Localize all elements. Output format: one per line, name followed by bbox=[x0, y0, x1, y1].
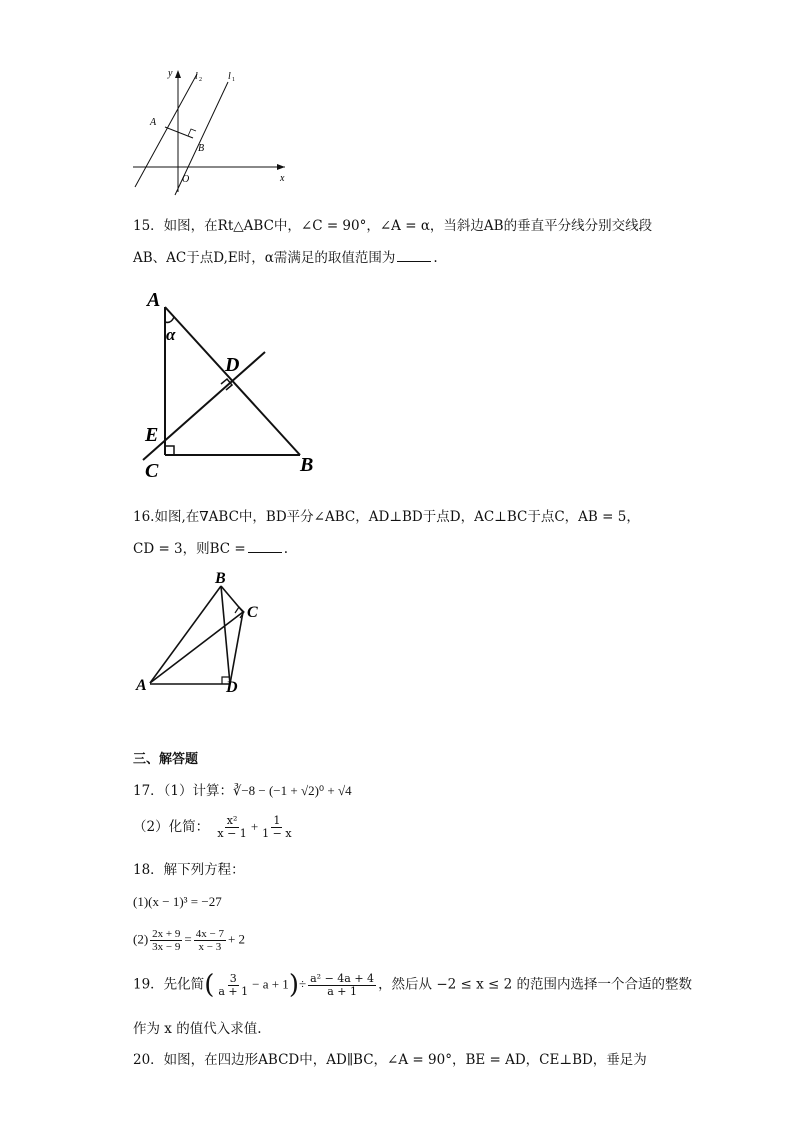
q19-fraction-a bbox=[216, 973, 250, 998]
figure-14-lines-diagram bbox=[125, 62, 300, 197]
q19-paren-close: ) bbox=[288, 970, 299, 1000]
q17-frac2-num: 1 bbox=[273, 814, 281, 827]
fig16-label-D: D bbox=[226, 679, 238, 696]
fig15-label-A: A bbox=[147, 289, 161, 311]
q18-title-line bbox=[133, 858, 245, 878]
q15-line-1 bbox=[133, 214, 652, 234]
q15-text-2-end: . bbox=[433, 250, 438, 266]
q19-text-2: 作为 x 的值代入求值. bbox=[133, 1021, 262, 1037]
q18-eq2-fraction-2 bbox=[194, 928, 226, 953]
q17-part-1 bbox=[133, 779, 352, 799]
q18-eq2-equals: = bbox=[184, 931, 192, 947]
q16-text-1: 16.如图,在∇ABC中，BD平分∠ABC，AD⊥BD于点D，AC⊥BC于点C，AB = 5， bbox=[133, 509, 640, 525]
q15-text-1: 15．如图，在Rt△ABC中，∠C = 90°，∠A = α，当斜边AB的垂直平分线分别交线段 bbox=[133, 218, 653, 234]
q17-fraction-2 bbox=[260, 815, 293, 840]
q17-part1-expr: ∛−8 − (−1 + √2)⁰ + √4 bbox=[233, 783, 352, 798]
fig15-label-B: B bbox=[300, 454, 314, 476]
fig15-label-C: C bbox=[145, 460, 159, 482]
q18-eq2-fraction-1 bbox=[150, 928, 182, 953]
q19-frac-b-den: a + 1 bbox=[327, 984, 357, 998]
q18-eq1: (1)(x − 1)³ = −27 bbox=[133, 894, 222, 909]
fig14-label-l1-sub: 1 bbox=[232, 77, 235, 83]
q16-line-2 bbox=[133, 537, 288, 557]
q17-part-2 bbox=[133, 815, 296, 840]
q16-line-1 bbox=[133, 505, 640, 525]
q19-suffix: ，然后从 −2 ≤ x ≤ 2 的范围内选择一个合适的整数 bbox=[378, 976, 693, 993]
q19-inner-tail: − a + 1 bbox=[252, 976, 289, 992]
q17-plus: + bbox=[250, 819, 259, 834]
q17-frac1-den: x − 1 bbox=[217, 827, 247, 840]
q18-eq2-frac2-num: 4x − 7 bbox=[195, 928, 224, 940]
fig14-label-l2: l bbox=[195, 71, 198, 82]
q17-frac2-den: 1 − x bbox=[262, 827, 292, 840]
fig14-label-A: A bbox=[150, 117, 157, 128]
q19-paren-open: ( bbox=[204, 970, 215, 1000]
q18-eq2-tail: + 2 bbox=[227, 931, 246, 947]
fig16-label-A: A bbox=[136, 677, 147, 694]
q16-answer-blank[interactable] bbox=[248, 540, 282, 553]
figure-15-triangle bbox=[135, 282, 335, 482]
q20-text-1: 20．如图，在四边形ABCD中，AD∥BC，∠A = 90°，BE = AD，CE⊥BD，垂足为 bbox=[133, 1052, 647, 1068]
fig14-label-O: O bbox=[182, 174, 190, 185]
q18-title: 18．解下列方程： bbox=[133, 862, 245, 878]
fig14-label-y: y bbox=[168, 68, 173, 79]
q17-part1-prefix: 17．（1）计算： bbox=[133, 783, 234, 799]
section-3-title: 三、解答题 bbox=[133, 752, 199, 767]
q19-frac-a-den: a + 1 bbox=[218, 984, 249, 998]
q18-eq2-prefix: (2) bbox=[133, 931, 149, 947]
q18-equation-2 bbox=[133, 928, 245, 953]
fig14-label-l2-sub: 2 bbox=[199, 77, 202, 83]
q17-part2-prefix: （2）化简： bbox=[133, 819, 210, 835]
q19-fraction-b bbox=[308, 973, 376, 998]
section-3-heading bbox=[133, 748, 198, 767]
q19-frac-b-num: a² − 4a + 4 bbox=[310, 971, 375, 985]
fig14-label-l1: l bbox=[228, 71, 231, 82]
q15-answer-blank[interactable] bbox=[397, 249, 431, 262]
q18-eq2-frac2-den: x − 3 bbox=[198, 941, 222, 953]
q18-equation-1 bbox=[133, 894, 222, 910]
q19-line-1 bbox=[133, 970, 692, 1000]
fig15-label-E: E bbox=[145, 424, 159, 446]
q17-frac1-num: x² bbox=[226, 814, 238, 827]
fig15-label-alpha: α bbox=[166, 325, 176, 344]
fig14-label-x: x bbox=[280, 173, 285, 184]
q15-text-2: AB、AC于点D,E时，α需满足的取值范围为 bbox=[133, 250, 396, 266]
q20-line-1 bbox=[133, 1048, 647, 1068]
q19-div: ÷ bbox=[298, 976, 307, 992]
q18-eq2-frac1-den: 3x − 9 bbox=[152, 941, 181, 953]
q19-line-2 bbox=[133, 1017, 262, 1037]
fig16-label-C: C bbox=[247, 604, 258, 621]
q19-frac-a-num: 3 bbox=[229, 971, 237, 985]
q17-fraction-1 bbox=[215, 815, 248, 840]
q18-eq2-frac1-num: 2x + 9 bbox=[152, 928, 181, 940]
fig14-label-B: B bbox=[198, 143, 205, 154]
q19-prefix: 19．先化简 bbox=[133, 976, 205, 993]
fig16-label-B: B bbox=[215, 570, 226, 587]
figure-16-triangle bbox=[130, 568, 280, 698]
q15-line-2 bbox=[133, 246, 438, 266]
q16-text-2-end: . bbox=[283, 541, 289, 557]
fig15-label-D: D bbox=[225, 354, 240, 376]
q16-text-2: CD = 3，则BC = bbox=[133, 541, 246, 557]
